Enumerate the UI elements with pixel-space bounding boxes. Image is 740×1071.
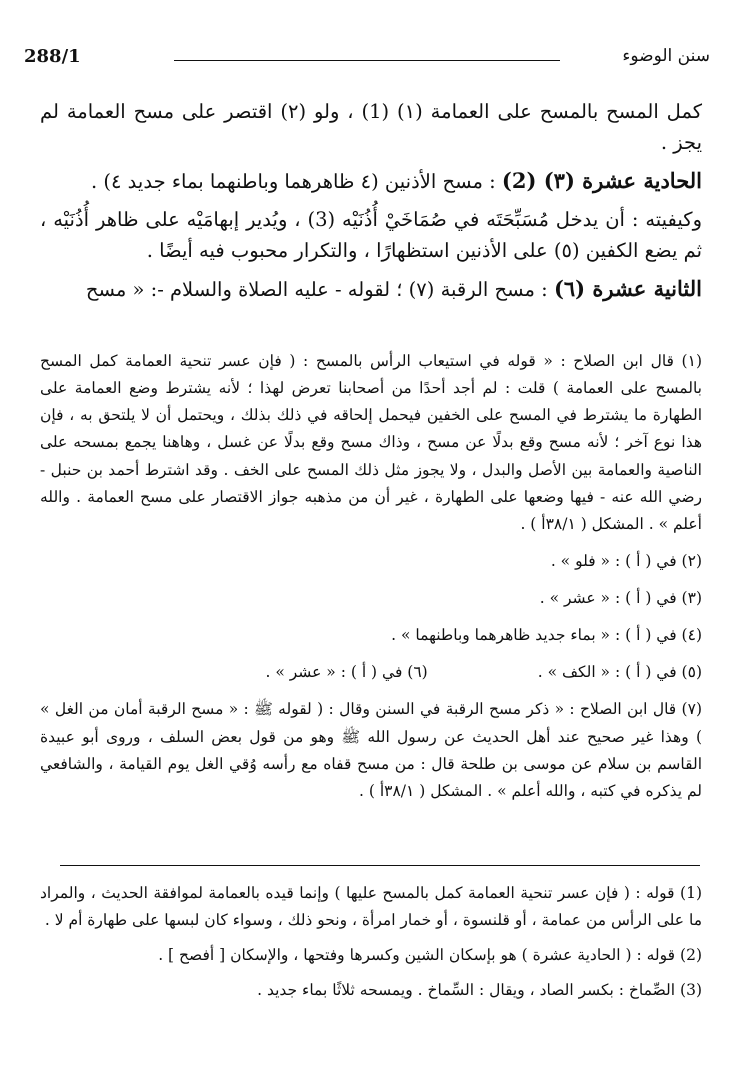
footnote-separator [60,865,700,866]
note-1: (١) قال ابن الصلاح : « قوله في استيعاب الرأس بالمسح : ( فإن عسر تنحية العمامة كمل المسح بالمسح على العمامة ) قلت : لم أجد أحدًا من أصحابنا تعرض لهذا ؛ لأنه يشترط وضع العمامة على الطهارة ما يشترط في المسح على الخفين فيحمل إلحاقه في ذلك بذلك ، ويحتمل أن لا يلتحق به ، فإن هذا نوع آخر ؛ لأنه مسح وقع بدلًا عن مسح ، وذاك مسح وقع بدلًا عن غسل ، وهاهنا يجمع بمسحه على الناصية والعمامة بين الأصل والبدل ، ولا يجوز مثل ذلك المسح على الخف . وقد اشترط أحمد بن حنبل - رضي الله عنه - فيها وضعها على الطهارة ، غير أن من مذهبه جواز الاقتصار على مسح العمامة . والله أعلم » . المشكل ( ٣٨/١أ ) . [40,352,702,533]
main-text [40,96,702,312]
footnote-2: (2) قوله : ( الحادية عشرة ) هو بإسكان الشين وكسرها وفتحها ، والإسكان [ أفصح ] . [158,946,702,965]
author-footnotes [40,880,702,1013]
note-5: (٥) في ( أ ) : « الكف » . [537,663,702,682]
note-6: (٦) في ( أ ) : « عشر » . [265,663,428,682]
main-paragraph-1: كمل المسح بالمسح على العمامة (١) (1) ، ولو (٢) اقتصر على مسح العمامة لم يجز . [40,100,702,155]
main-paragraph-3: وكيفيته : أن يدخل مُسَبِّحَتَه في صُمَاخَيْ أُذُنَيْه (3) ، ويُدير إبهامَيْه على ظاهر أُذُنَيْه ، ثم يضع الكفين (٥) على الأذنين استظهارًا ، والتكرار محبوب فيه أيضًا . [40,207,702,263]
section-heading-twelfth: الثانية عشرة (٦) [553,276,702,302]
footnote-1: (1) قوله : ( فإن عسر تنحية العمامة كمل بالمسح عليها ) وإنما قيده بالعمامة لموافقة الحديث ، والمراد ما على الرأس من عمامة ، أو قلنسوة ، أو خمار امرأة ، ونحو ذلك ، وسواء كان لبسها على طهارة أم لا . [40,884,702,930]
note-4: (٤) في ( أ ) : « بماء جديد ظاهرهما وباطنهما » . [391,626,702,645]
footnote-3: (3) الصِّماخ : بكسر الصاد ، ويقال : السِّماخ . ويمسحه ثلاثًا بماء جديد . [257,981,702,1000]
section-body-eleventh: : مسح الأذنين (٤ ظاهرهما وباطنهما بماء جديد ٤) . [90,170,502,194]
notes-5-6-row [40,659,702,686]
main-paragraph-2 [40,164,702,198]
section-heading-eleventh: الحادية عشرة (٣) (2) [501,168,702,194]
note-3: (٣) في ( أ ) : « عشر » . [539,589,702,607]
note-7: (٧) قال ابن الصلاح : « ذكر مسح الرقبة في السنن وقال : ( لقوله ﷺ : « مسح الرقبة أمان من الغل » ) وهذا غير صحيح عند أهل الحديث عن رسول الله ﷺ وهو من قول بعض السلف ، وروى أبو عبيدة القاسم بن سلام عن موسى بن طلحة قال : من مسح قفاه مع رأسه وُقي الغل يوم القيامة ، والشافعي لم يذكره في كتبه ، والله أعلم » . المشكل ( ٣٨/١أ ) . [40,700,702,800]
section-body-twelfth: : مسح الرقبة (٧) ؛ لقوله - عليه الصلاة والسلام -: « مسح [85,278,554,302]
running-header [24,46,710,74]
chapter-title: سنن الوضوء [622,46,710,66]
header-rule [174,60,560,61]
main-paragraph-4 [40,272,702,306]
note-2: (٢) في ( أ ) : « فلو » . [550,551,702,570]
page-number: 288/1 [24,46,81,67]
editor-notes [40,348,702,815]
